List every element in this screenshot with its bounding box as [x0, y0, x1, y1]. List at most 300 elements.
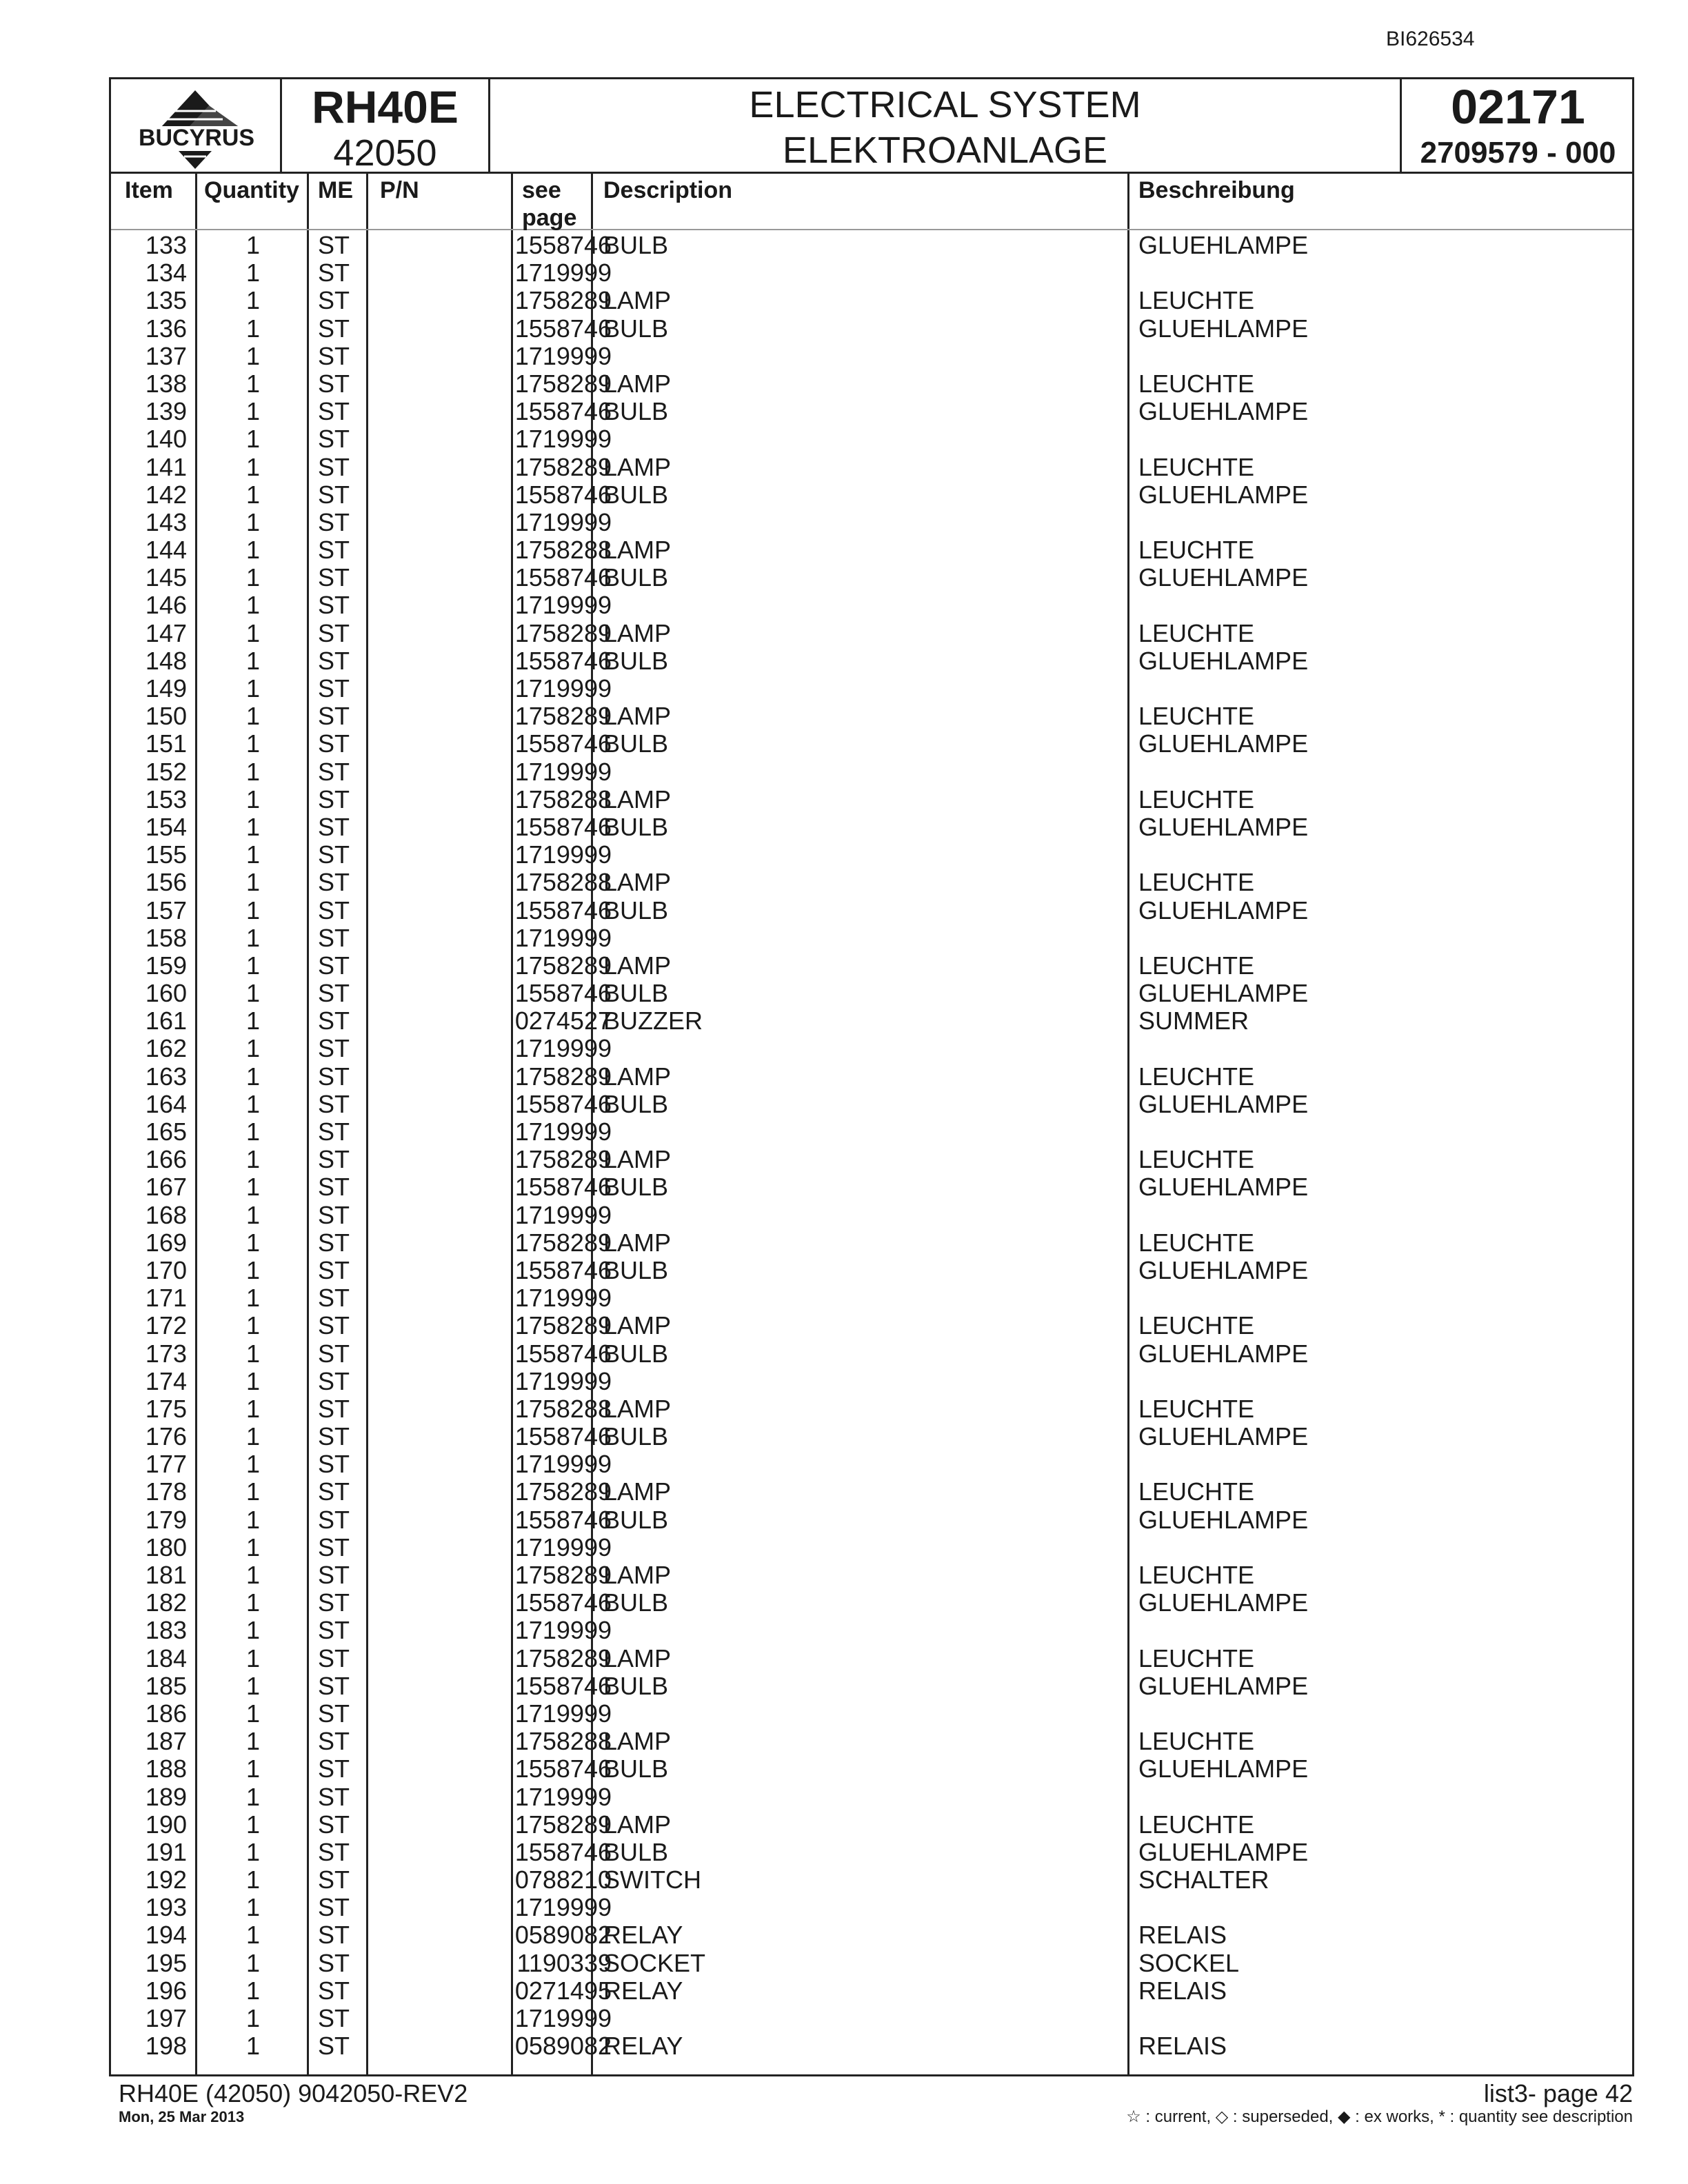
part-number-cell: 1190339 [516, 1948, 612, 1977]
beschreibung-cell: GLUEHLAMPE [1138, 1089, 1309, 1118]
footer-legend: ☆ : current, ◇ : superseded, ◆ : ex works, * : quantity see description [1126, 2107, 1633, 2126]
part-number-cell: 1719999 [514, 923, 612, 952]
description-cell: LAMP [603, 951, 672, 980]
item-cell: 163 [145, 1062, 187, 1091]
table-row [111, 315, 1632, 343]
table-row [111, 1063, 1632, 1091]
quantity-cell: 1 [245, 1145, 260, 1174]
beschreibung-cell: LEUCHTE [1138, 1228, 1255, 1257]
quantity-cell: 1 [245, 397, 260, 426]
part-number-cell: 1758288 [514, 536, 612, 565]
quantity-cell: 1 [245, 1255, 260, 1284]
item-cell: 154 [145, 812, 187, 841]
item-cell: 181 [145, 1561, 187, 1589]
table-row [111, 481, 1632, 509]
table-row [111, 1645, 1632, 1672]
table-row [111, 1617, 1632, 1644]
quantity-cell: 1 [245, 1118, 260, 1146]
group-sub-number: 2709579 - 000 [1420, 136, 1616, 170]
part-number-cell: 1558746 [514, 480, 612, 509]
beschreibung-cell: GLUEHLAMPE [1138, 397, 1309, 426]
beschreibung-cell: LEUCHTE [1138, 785, 1255, 813]
description-cell: LAMP [603, 1477, 672, 1506]
description-cell: LAMP [603, 618, 672, 647]
unit-cell: ST [318, 341, 350, 370]
quantity-cell: 1 [245, 1062, 260, 1091]
item-cell: 187 [145, 1727, 187, 1756]
description-cell: SOCKET [603, 1948, 706, 1977]
quantity-cell: 1 [245, 563, 260, 592]
part-number-cell: 1558746 [514, 1255, 612, 1284]
part-number-cell: 1719999 [514, 1034, 612, 1063]
unit-cell: ST [318, 1644, 350, 1672]
beschreibung-cell: LEUCHTE [1138, 702, 1255, 731]
description-cell: BULB [603, 314, 669, 343]
part-number-cell: 1719999 [514, 341, 612, 370]
beschreibung-cell: LEUCHTE [1138, 452, 1255, 481]
part-number-cell: 0274527 [514, 1007, 612, 1035]
description-cell: BULB [603, 812, 669, 841]
beschreibung-cell: LEUCHTE [1138, 369, 1255, 398]
table-row [111, 536, 1632, 564]
table-row [111, 1755, 1632, 1783]
title-english: ELECTRICAL SYSTEM [749, 84, 1141, 125]
part-number-cell: 1558746 [514, 812, 612, 841]
table-row [111, 675, 1632, 702]
part-number-cell: 1558746 [514, 231, 612, 259]
beschreibung-cell: SOCKEL [1138, 1948, 1240, 1977]
part-number-cell: 1719999 [514, 1782, 612, 1811]
quantity-cell: 1 [245, 1755, 260, 1783]
item-cell: 169 [145, 1228, 187, 1257]
table-row [111, 1312, 1632, 1339]
table-row [111, 786, 1632, 813]
quantity-cell: 1 [245, 1505, 260, 1534]
unit-cell: ST [318, 1699, 350, 1728]
quantity-cell: 1 [245, 979, 260, 1008]
table-row [111, 425, 1632, 453]
quantity-cell: 1 [245, 868, 260, 897]
unit-cell: ST [318, 757, 350, 786]
unit-cell: ST [318, 286, 350, 315]
item-cell: 152 [145, 757, 187, 786]
description-cell: BULB [603, 1755, 669, 1783]
item-cell: 159 [145, 951, 187, 980]
col-header-see-page [522, 176, 576, 232]
table-row [111, 869, 1632, 896]
beschreibung-cell: GLUEHLAMPE [1138, 1837, 1309, 1866]
table-row [111, 1783, 1632, 1811]
description-cell: BULB [603, 480, 669, 509]
unit-cell: ST [318, 729, 350, 758]
item-cell: 188 [145, 1755, 187, 1783]
description-cell: BULB [603, 1255, 669, 1284]
part-number-cell: 1719999 [514, 1533, 612, 1561]
part-number-cell: 1758289 [514, 1644, 612, 1672]
part-number-cell: 1758289 [514, 1062, 612, 1091]
title-cell [490, 79, 1402, 172]
part-number-cell: 1558746 [514, 1173, 612, 1202]
item-cell: 164 [145, 1089, 187, 1118]
item-cell: 180 [145, 1533, 187, 1561]
part-number-cell: 1719999 [514, 1200, 612, 1229]
model-number: 42050 [333, 132, 437, 174]
logo-text: BUCYRUS [138, 125, 255, 151]
quantity-cell: 1 [245, 1644, 260, 1672]
quantity-cell: 1 [245, 1173, 260, 1202]
unit-cell: ST [318, 1173, 350, 1202]
quantity-cell: 1 [245, 702, 260, 731]
beschreibung-cell: GLUEHLAMPE [1138, 314, 1309, 343]
description-cell: LAMP [603, 868, 672, 897]
description-cell: BULB [603, 1339, 669, 1368]
description-cell: BULB [603, 563, 669, 592]
quantity-cell: 1 [245, 923, 260, 952]
table-row [111, 1534, 1632, 1561]
part-number-cell: 1558746 [514, 1837, 612, 1866]
table-row [111, 232, 1632, 259]
table-row [111, 1977, 1632, 2005]
table-row [111, 1035, 1632, 1062]
unit-cell: ST [318, 812, 350, 841]
footer-model-revision: RH40E (42050) 9042050-REV2 [119, 2079, 468, 2107]
item-cell: 144 [145, 536, 187, 565]
table-row [111, 564, 1632, 592]
table-row [111, 1173, 1632, 1201]
description-cell: BULB [603, 1089, 669, 1118]
unit-cell: ST [318, 951, 350, 980]
table-row [111, 1672, 1632, 1700]
beschreibung-cell: GLUEHLAMPE [1138, 1255, 1309, 1284]
beschreibung-cell: GLUEHLAMPE [1138, 480, 1309, 509]
beschreibung-cell: LEUCHTE [1138, 868, 1255, 897]
col-header-item: Item [125, 177, 173, 203]
table-row [111, 2032, 1632, 2060]
quantity-cell: 1 [245, 231, 260, 259]
table-row [111, 1866, 1632, 1894]
table-row [111, 2005, 1632, 2032]
table-row [111, 897, 1632, 924]
unit-cell: ST [318, 397, 350, 426]
part-number-cell: 1558746 [514, 1671, 612, 1700]
description-cell: LAMP [603, 452, 672, 481]
description-cell: LAMP [603, 1228, 672, 1257]
item-cell: 194 [145, 1921, 187, 1950]
item-cell: 175 [145, 1394, 187, 1423]
item-cell: 198 [145, 2032, 187, 2061]
quantity-cell: 1 [245, 2004, 260, 2032]
table-row [111, 1118, 1632, 1146]
item-cell: 172 [145, 1311, 187, 1340]
quantity-cell: 1 [245, 1007, 260, 1035]
part-number-cell: 1758289 [514, 1810, 612, 1839]
quantity-cell: 1 [245, 1450, 260, 1479]
unit-cell: ST [318, 618, 350, 647]
part-number-cell: 1719999 [514, 1893, 612, 1922]
unit-cell: ST [318, 2032, 350, 2061]
beschreibung-cell: LEUCHTE [1138, 1644, 1255, 1672]
description-cell: LAMP [603, 536, 672, 565]
item-cell: 141 [145, 452, 187, 481]
table-row [111, 758, 1632, 786]
unit-cell: ST [318, 1921, 350, 1950]
col-header-quantity: Quantity [204, 177, 299, 203]
unit-cell: ST [318, 1450, 350, 1479]
description-cell: BULB [603, 646, 669, 675]
part-number-cell: 1719999 [514, 1118, 612, 1146]
unit-cell: ST [318, 563, 350, 592]
item-cell: 168 [145, 1200, 187, 1229]
unit-cell: ST [318, 2004, 350, 2032]
unit-cell: ST [318, 259, 350, 287]
quantity-cell: 1 [245, 1588, 260, 1617]
quantity-cell: 1 [245, 674, 260, 702]
description-cell: LAMP [603, 1311, 672, 1340]
item-cell: 142 [145, 480, 187, 509]
quantity-cell: 1 [245, 1782, 260, 1811]
part-number-cell: 1758289 [514, 1561, 612, 1589]
item-cell: 149 [145, 674, 187, 702]
header-divider [111, 229, 1632, 230]
description-cell: BULB [603, 231, 669, 259]
item-cell: 178 [145, 1477, 187, 1506]
description-cell: BULB [603, 1671, 669, 1700]
quantity-cell: 1 [245, 1034, 260, 1063]
unit-cell: ST [318, 1007, 350, 1035]
part-number-cell: 1558746 [514, 1422, 612, 1451]
table-row [111, 509, 1632, 536]
part-number-cell: 1719999 [514, 757, 612, 786]
col-header-beschreibung: Beschreibung [1138, 177, 1295, 203]
description-cell: BUZZER [603, 1007, 703, 1035]
item-cell: 139 [145, 397, 187, 426]
beschreibung-cell: GLUEHLAMPE [1138, 646, 1309, 675]
beschreibung-cell: LEUCHTE [1138, 1477, 1255, 1506]
unit-cell: ST [318, 480, 350, 509]
description-cell: LAMP [603, 1644, 672, 1672]
unit-cell: ST [318, 1755, 350, 1783]
item-cell: 183 [145, 1616, 187, 1645]
part-number-cell: 1719999 [514, 1366, 612, 1395]
part-number-cell: 1758288 [514, 1394, 612, 1423]
table-row [111, 398, 1632, 425]
table-row [111, 702, 1632, 730]
unit-cell: ST [318, 425, 350, 454]
table-row [111, 1728, 1632, 1755]
quantity-cell: 1 [245, 840, 260, 869]
beschreibung-cell: LEUCHTE [1138, 951, 1255, 980]
part-number-cell: 1558746 [514, 563, 612, 592]
unit-cell: ST [318, 1089, 350, 1118]
table-row [111, 952, 1632, 980]
unit-cell: ST [318, 840, 350, 869]
quantity-cell: 1 [245, 259, 260, 287]
quantity-cell: 1 [245, 1699, 260, 1728]
item-cell: 133 [145, 231, 187, 259]
part-number-cell: 0788210 [514, 1866, 612, 1894]
description-cell: LAMP [603, 286, 672, 315]
table-row [111, 287, 1632, 314]
unit-cell: ST [318, 591, 350, 620]
quantity-cell: 1 [245, 1089, 260, 1118]
description-cell: LAMP [603, 785, 672, 813]
table-row [111, 1423, 1632, 1450]
part-number-cell: 1719999 [514, 425, 612, 454]
part-number-cell: 1758289 [514, 951, 612, 980]
item-cell: 171 [145, 1284, 187, 1313]
quantity-cell: 1 [245, 1228, 260, 1257]
quantity-cell: 1 [245, 480, 260, 509]
table-row [111, 1506, 1632, 1534]
quantity-cell: 1 [245, 1866, 260, 1894]
quantity-cell: 1 [245, 1616, 260, 1645]
part-number-cell: 1558746 [514, 397, 612, 426]
part-number-cell: 1758288 [514, 868, 612, 897]
item-cell: 151 [145, 729, 187, 758]
table-row [111, 1589, 1632, 1617]
item-cell: 166 [145, 1145, 187, 1174]
table-row [111, 1202, 1632, 1229]
description-cell: BULB [603, 1173, 669, 1202]
beschreibung-cell: LEUCHTE [1138, 1062, 1255, 1091]
item-cell: 138 [145, 369, 187, 398]
unit-cell: ST [318, 1588, 350, 1617]
table-row [111, 1950, 1632, 1977]
table-row [111, 1146, 1632, 1173]
quantity-cell: 1 [245, 1477, 260, 1506]
group-number: 02171 [1451, 80, 1585, 134]
item-cell: 174 [145, 1366, 187, 1395]
table-row [111, 1921, 1632, 1949]
table-row [111, 1811, 1632, 1839]
quantity-cell: 1 [245, 1311, 260, 1340]
beschreibung-cell: GLUEHLAMPE [1138, 979, 1309, 1008]
footer-date: Mon, 25 Mar 2013 [119, 2108, 245, 2125]
item-cell: 153 [145, 785, 187, 813]
unit-cell: ST [318, 1893, 350, 1922]
unit-cell: ST [318, 1145, 350, 1174]
item-cell: 136 [145, 314, 187, 343]
part-number-cell: 0589082 [514, 2032, 612, 2061]
part-number-cell: 1558746 [514, 1588, 612, 1617]
item-cell: 137 [145, 341, 187, 370]
unit-cell: ST [318, 1228, 350, 1257]
item-cell: 177 [145, 1450, 187, 1479]
table-row [111, 592, 1632, 619]
table-row [111, 1340, 1632, 1368]
item-cell: 191 [145, 1837, 187, 1866]
table-row [111, 1894, 1632, 1921]
beschreibung-cell: GLUEHLAMPE [1138, 1671, 1309, 1700]
unit-cell: ST [318, 452, 350, 481]
item-cell: 157 [145, 896, 187, 924]
part-number-cell: 1758288 [514, 785, 612, 813]
quantity-cell: 1 [245, 536, 260, 565]
table-row [111, 1450, 1632, 1478]
part-number-cell: 1558746 [514, 314, 612, 343]
logo-cell [111, 79, 282, 172]
description-cell: LAMP [603, 1561, 672, 1589]
beschreibung-cell: GLUEHLAMPE [1138, 1173, 1309, 1202]
table-row [111, 1839, 1632, 1866]
description-cell: SWITCH [603, 1866, 701, 1894]
beschreibung-cell: LEUCHTE [1138, 1311, 1255, 1340]
footer-page-number: list3- page 42 [1483, 2079, 1633, 2107]
description-cell: LAMP [603, 702, 672, 731]
quantity-cell: 1 [245, 1284, 260, 1313]
table-row [111, 1229, 1632, 1257]
quantity-cell: 1 [245, 2032, 260, 2061]
beschreibung-cell: GLUEHLAMPE [1138, 1422, 1309, 1451]
item-cell: 143 [145, 507, 187, 536]
unit-cell: ST [318, 1118, 350, 1146]
description-cell: BULB [603, 979, 669, 1008]
item-cell: 156 [145, 868, 187, 897]
part-number-cell: 0271495 [514, 1976, 612, 2005]
model-name: RH40E [312, 81, 459, 132]
part-number-cell: 1758289 [514, 1311, 612, 1340]
col-header-page: page [522, 205, 577, 231]
part-number-cell: 1558746 [514, 979, 612, 1008]
unit-cell: ST [318, 1255, 350, 1284]
beschreibung-cell: SUMMER [1138, 1007, 1249, 1035]
unit-cell: ST [318, 1366, 350, 1395]
item-cell: 173 [145, 1339, 187, 1368]
part-number-cell: 1558746 [514, 896, 612, 924]
item-cell: 179 [145, 1505, 187, 1534]
part-number-cell: 1719999 [514, 1450, 612, 1479]
quantity-cell: 1 [245, 1921, 260, 1950]
item-cell: 150 [145, 702, 187, 731]
description-cell: BULB [603, 1505, 669, 1534]
item-cell: 145 [145, 563, 187, 592]
table-row [111, 454, 1632, 481]
quantity-cell: 1 [245, 1893, 260, 1922]
beschreibung-cell: RELAIS [1138, 1976, 1227, 2005]
unit-cell: ST [318, 1948, 350, 1977]
unit-cell: ST [318, 1671, 350, 1700]
quantity-cell: 1 [245, 896, 260, 924]
description-cell: BULB [603, 1837, 669, 1866]
quantity-cell: 1 [245, 1533, 260, 1561]
item-cell: 135 [145, 286, 187, 315]
table-row [111, 813, 1632, 841]
unit-cell: ST [318, 1533, 350, 1561]
quantity-cell: 1 [245, 425, 260, 454]
unit-cell: ST [318, 1727, 350, 1756]
item-cell: 184 [145, 1644, 187, 1672]
quantity-cell: 1 [245, 646, 260, 675]
quantity-cell: 1 [245, 1366, 260, 1395]
part-number-cell: 1758289 [514, 286, 612, 315]
quantity-cell: 1 [245, 1671, 260, 1700]
part-number-cell: 1558746 [514, 1339, 612, 1368]
item-cell: 160 [145, 979, 187, 1008]
item-cell: 193 [145, 1893, 187, 1922]
part-number-cell: 1558746 [514, 646, 612, 675]
quantity-cell: 1 [245, 1200, 260, 1229]
quantity-cell: 1 [245, 1948, 260, 1977]
item-cell: 185 [145, 1671, 187, 1700]
part-number-cell: 1719999 [514, 1284, 612, 1313]
description-cell: BULB [603, 1422, 669, 1451]
description-cell: LAMP [603, 1810, 672, 1839]
unit-cell: ST [318, 1505, 350, 1534]
beschreibung-cell: RELAIS [1138, 1921, 1227, 1950]
quantity-cell: 1 [245, 507, 260, 536]
part-number-cell: 1758289 [514, 452, 612, 481]
unit-cell: ST [318, 785, 350, 813]
